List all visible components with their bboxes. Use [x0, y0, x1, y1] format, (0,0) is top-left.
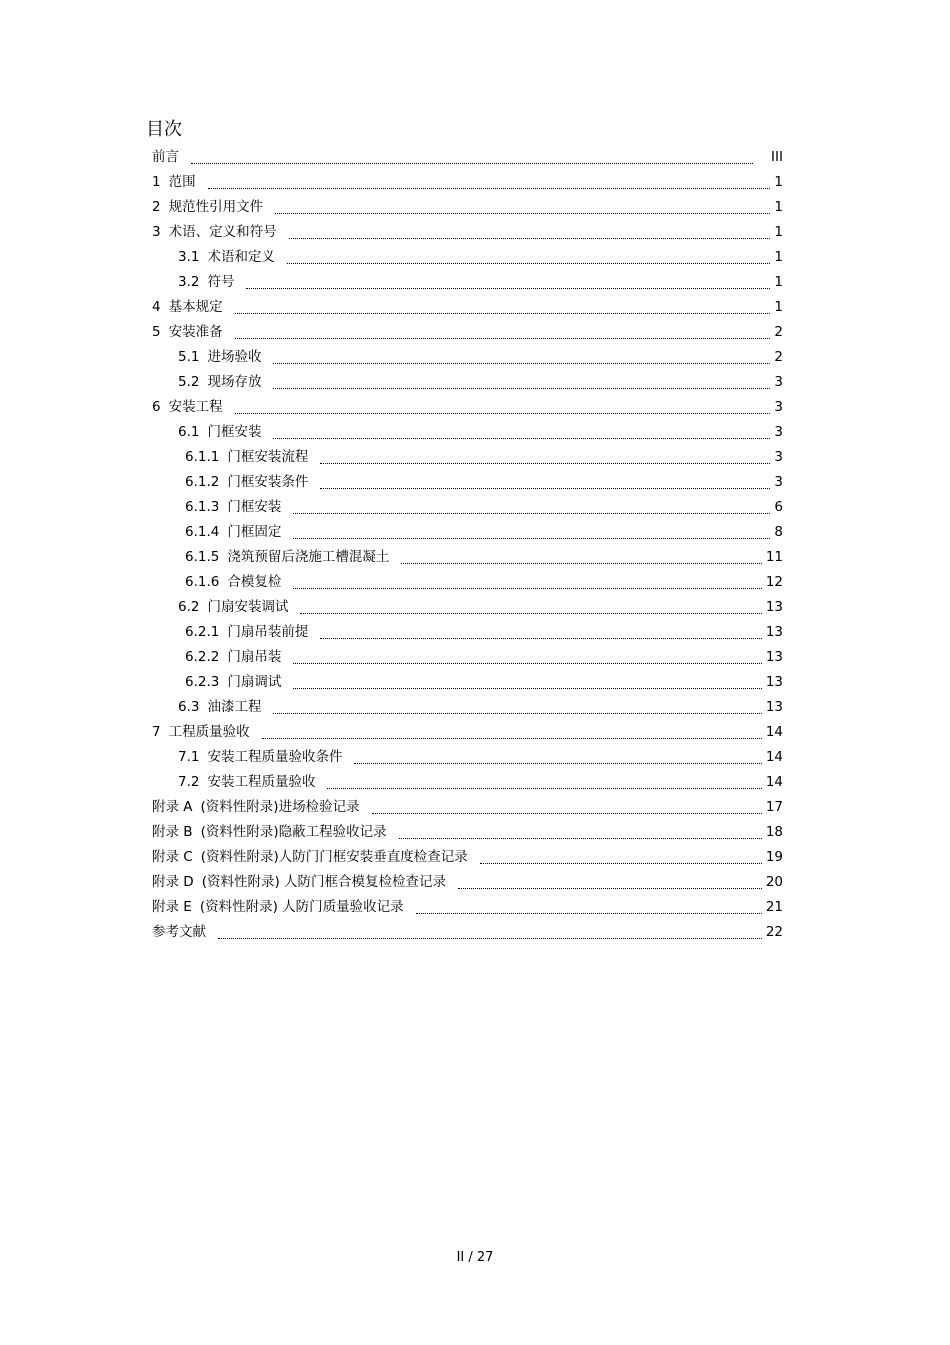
toc-entry-page: 21	[765, 899, 783, 915]
toc-leader-dots	[191, 161, 753, 164]
toc-entry-number: 6.2.3	[185, 674, 220, 690]
page-number-footer: II / 27	[456, 1250, 494, 1265]
toc-entry-label: (资料性附录) 人防门框合模复检检查记录	[201, 874, 447, 890]
toc-entry-page: 1	[774, 174, 783, 190]
toc-entry-number: 6.2.1	[185, 624, 220, 640]
toc-entry[interactable]	[152, 470, 783, 495]
toc-entry-number: 6.1.3	[185, 499, 220, 515]
table-of-contents	[152, 145, 802, 945]
toc-entry[interactable]	[152, 920, 783, 945]
toc-entry[interactable]	[152, 795, 783, 820]
toc-entry[interactable]	[152, 770, 783, 795]
toc-leader-dots	[399, 836, 762, 839]
toc-leader-dots	[246, 286, 770, 289]
toc-leader-dots	[208, 186, 771, 189]
toc-leader-dots	[354, 761, 761, 764]
toc-leader-dots	[287, 261, 770, 264]
toc-entry-label: 范围	[168, 174, 196, 190]
toc-entry-label: (资料性附录)隐蔽工程验收记录	[200, 824, 387, 840]
toc-entry[interactable]	[152, 245, 783, 270]
toc-entry-page: 3	[774, 399, 783, 415]
toc-entry-number: 5.1	[178, 349, 200, 365]
toc-entry[interactable]	[152, 545, 783, 570]
toc-entry-page: 1	[774, 199, 783, 215]
toc-entry-page: 19	[765, 849, 783, 865]
toc-leader-dots	[300, 611, 761, 614]
toc-entry-label: 基本规定	[168, 299, 223, 315]
toc-entry-label: 参考文献	[152, 924, 206, 940]
toc-entry-page: 20	[765, 874, 783, 890]
toc-entry-page: 14	[765, 724, 783, 740]
toc-leader-dots	[320, 461, 770, 464]
toc-entry[interactable]	[152, 295, 783, 320]
toc-leader-dots	[273, 361, 770, 364]
toc-entry-page: 1	[774, 299, 783, 315]
toc-entry-page: 14	[765, 749, 783, 765]
toc-entry-label: (资料性附录)人防门门框安装垂直度检查记录	[200, 849, 468, 865]
toc-entry-number: 3.1	[178, 249, 200, 265]
toc-leader-dots	[293, 511, 770, 514]
toc-entry-number: 6	[152, 399, 161, 415]
toc-entry-label: (资料性附录) 人防门质量验收记录	[199, 899, 404, 915]
toc-entry-number: 6.1.4	[185, 524, 220, 540]
toc-entry[interactable]	[152, 420, 783, 445]
toc-entry-page: 11	[765, 549, 783, 565]
toc-entry-label: 门扇吊装	[227, 649, 282, 665]
toc-leader-dots	[289, 236, 771, 239]
toc-entry-page: 3	[774, 449, 783, 465]
toc-entry-label: 门扇调试	[227, 674, 282, 690]
toc-entry[interactable]	[152, 820, 783, 845]
toc-entry-label: 门框安装	[227, 499, 282, 515]
toc-entry-page: 3	[774, 374, 783, 390]
toc-entry-page: 3	[774, 474, 783, 490]
toc-entry-label: 进场验收	[207, 349, 262, 365]
toc-entry-page: 3	[774, 424, 783, 440]
toc-leader-dots	[480, 861, 762, 864]
toc-entry-page: 22	[765, 924, 783, 940]
toc-entry[interactable]	[152, 620, 783, 645]
toc-entry-label: 规范性引用文件	[168, 199, 264, 215]
toc-entry[interactable]	[152, 720, 783, 745]
toc-entry-label: 安装工程质量验收	[207, 774, 316, 790]
toc-entry-page: 1	[774, 274, 783, 290]
toc-entry-number: 6.3	[178, 699, 200, 715]
toc-entry-page: 2	[774, 349, 783, 365]
toc-entry[interactable]	[152, 220, 783, 245]
toc-entry[interactable]	[152, 370, 783, 395]
toc-entry-number: 7	[152, 724, 161, 740]
toc-entry-page: 14	[765, 774, 783, 790]
toc-entry-label: 门扇吊装前提	[227, 624, 309, 640]
toc-entry[interactable]	[152, 745, 783, 770]
toc-entry-label: 门扇安装调试	[207, 599, 289, 615]
toc-leader-dots	[273, 711, 761, 714]
toc-entry[interactable]	[152, 270, 783, 295]
toc-leader-dots	[235, 336, 771, 339]
toc-entry-number: 2	[152, 199, 161, 215]
toc-entry-label: 安装准备	[168, 324, 223, 340]
toc-entry-number: 6.2.2	[185, 649, 220, 665]
toc-entry-number: 5.2	[178, 374, 200, 390]
toc-entry-label: (资料性附录)进场检验记录	[200, 799, 360, 815]
toc-leader-dots	[320, 636, 761, 639]
toc-entry[interactable]	[152, 320, 783, 345]
toc-entry[interactable]	[152, 395, 783, 420]
toc-entry-label: 工程质量验收	[168, 724, 250, 740]
toc-entry-page: 12	[765, 574, 783, 590]
toc-entry[interactable]	[152, 845, 783, 870]
toc-entry-label: 现场存放	[207, 374, 262, 390]
toc-title: 目次	[146, 119, 182, 140]
toc-entry-page: 1	[774, 224, 783, 240]
toc-entry-number: 1	[152, 174, 161, 190]
toc-entry-number: 6.1.2	[185, 474, 220, 490]
toc-entry-number: 6.1.1	[185, 449, 220, 465]
toc-leader-dots	[416, 911, 762, 914]
toc-entry-label: 术语和定义	[207, 249, 275, 265]
toc-leader-dots	[401, 561, 761, 564]
toc-entry-label: 安装工程质量验收条件	[207, 749, 343, 765]
toc-entry-number: 7.2	[178, 774, 200, 790]
toc-entry-number: 7.1	[178, 749, 200, 765]
toc-entry-page: 18	[765, 824, 783, 840]
toc-entry-number: 3	[152, 224, 161, 240]
toc-entry-page: 6	[774, 499, 783, 515]
toc-leader-dots	[293, 686, 761, 689]
toc-entry-number: 附录 D	[152, 874, 194, 890]
toc-leader-dots	[273, 436, 770, 439]
toc-entry-page: 17	[765, 799, 783, 815]
toc-entry-number: 4	[152, 299, 161, 315]
toc-entry[interactable]	[152, 145, 783, 170]
toc-entry-label: 门框固定	[227, 524, 282, 540]
toc-entry-label: 前言	[152, 149, 179, 165]
toc-entry-page: 13	[765, 699, 783, 715]
toc-entry-page: 13	[765, 599, 783, 615]
toc-entry-label: 门框安装	[207, 424, 262, 440]
toc-entry-page: III	[771, 149, 783, 165]
toc-entry-label: 油漆工程	[207, 699, 262, 715]
toc-entry-label: 安装工程	[168, 399, 223, 415]
toc-leader-dots	[273, 386, 770, 389]
toc-entry-page: 13	[765, 649, 783, 665]
toc-entry-number: 6.1	[178, 424, 200, 440]
toc-entry[interactable]	[152, 195, 783, 220]
toc-entry-label: 术语、定义和符号	[168, 224, 277, 240]
toc-entry[interactable]	[152, 520, 783, 545]
toc-entry-number: 附录 A	[152, 799, 193, 815]
toc-entry[interactable]	[152, 595, 783, 620]
toc-leader-dots	[262, 736, 762, 739]
toc-leader-dots	[320, 486, 770, 489]
toc-entry-label: 门框安装条件	[227, 474, 309, 490]
toc-entry-label: 合模复检	[227, 574, 282, 590]
toc-entry[interactable]	[152, 895, 783, 920]
toc-entry-page: 1	[774, 249, 783, 265]
toc-entry-label: 符号	[207, 274, 235, 290]
toc-entry-number: 5	[152, 324, 161, 340]
toc-leader-dots	[372, 811, 762, 814]
toc-leader-dots	[293, 536, 770, 539]
toc-entry-page: 13	[765, 624, 783, 640]
toc-leader-dots	[293, 586, 761, 589]
toc-entry-page: 8	[774, 524, 783, 540]
toc-entry-number: 附录 E	[152, 899, 192, 915]
toc-entry[interactable]	[152, 670, 783, 695]
toc-entry-label: 浇筑预留后浇施工槽混凝土	[227, 549, 390, 565]
toc-entry[interactable]	[152, 695, 783, 720]
toc-entry-number: 3.2	[178, 274, 200, 290]
toc-leader-dots	[275, 211, 770, 214]
toc-entry-label: 门框安装流程	[227, 449, 309, 465]
toc-entry-page: 13	[765, 674, 783, 690]
toc-entry-number: 6.1.6	[185, 574, 220, 590]
toc-entry[interactable]	[152, 345, 783, 370]
toc-leader-dots	[235, 411, 771, 414]
toc-leader-dots	[218, 936, 762, 939]
toc-entry-page: 2	[774, 324, 783, 340]
toc-entry[interactable]	[152, 495, 783, 520]
toc-entry[interactable]	[152, 170, 783, 195]
toc-entry-number: 6.1.5	[185, 549, 220, 565]
toc-leader-dots	[293, 661, 761, 664]
toc-entry-number: 6.2	[178, 599, 200, 615]
toc-leader-dots	[235, 311, 771, 314]
toc-entry[interactable]	[152, 570, 783, 595]
toc-entry[interactable]	[152, 870, 783, 895]
toc-entry-number: 附录 C	[152, 849, 193, 865]
toc-entry[interactable]	[152, 445, 783, 470]
toc-leader-dots	[458, 886, 762, 889]
toc-leader-dots	[327, 786, 761, 789]
toc-entry[interactable]	[152, 645, 783, 670]
toc-entry-number: 附录 B	[152, 824, 193, 840]
